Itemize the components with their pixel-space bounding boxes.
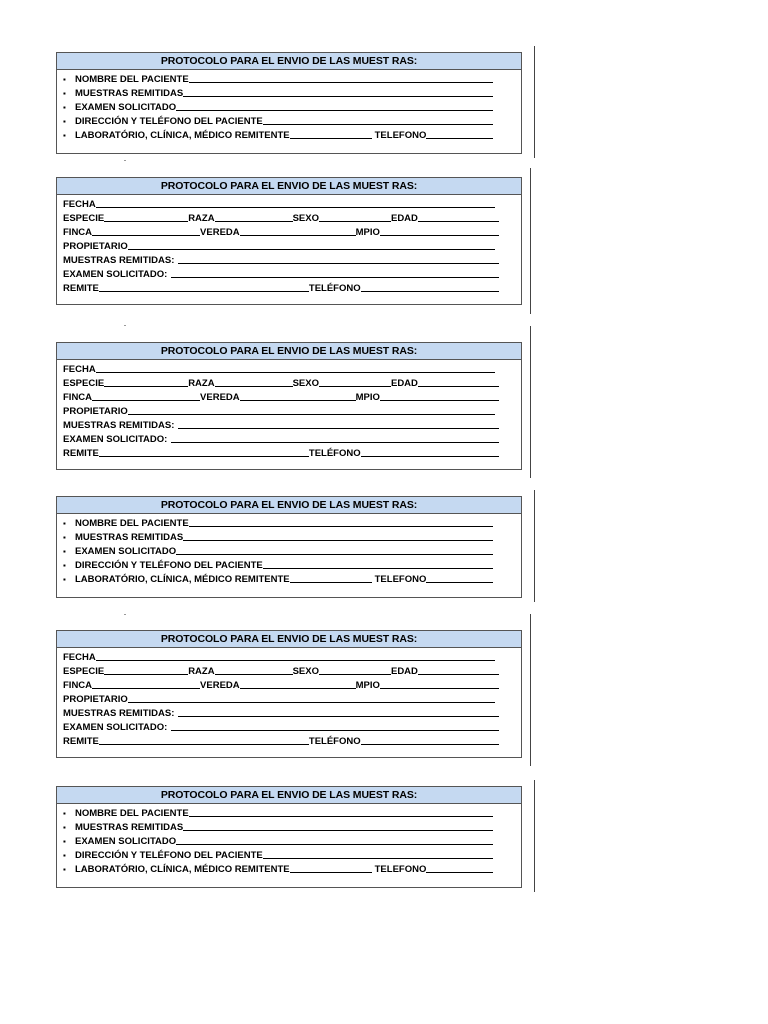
label: FECHA bbox=[63, 199, 96, 210]
field-examen-solicitado[interactable] bbox=[63, 431, 521, 445]
field-direccion-telefono[interactable] bbox=[63, 557, 521, 571]
label: FINCA bbox=[63, 680, 93, 691]
label: ESPECIE bbox=[63, 213, 105, 224]
label: REMITE bbox=[63, 448, 99, 459]
label: MUESTRAS REMITIDAS: bbox=[63, 255, 175, 266]
field-muestras-remitidas[interactable] bbox=[63, 85, 521, 99]
bullet-icon: ▪ bbox=[63, 547, 66, 556]
field-muestras-remitidas[interactable] bbox=[63, 417, 521, 431]
field-examen-solicitado[interactable] bbox=[63, 833, 521, 847]
label: TELEFONO bbox=[374, 574, 427, 585]
field-examen-solicitado[interactable] bbox=[63, 99, 521, 113]
label: LABORATÓRIO, CLÍNICA, MÉDICO REMITENTE bbox=[75, 130, 290, 141]
label: MUESTRAS REMITIDAS bbox=[75, 822, 184, 833]
label: MUESTRAS REMITIDAS: bbox=[63, 420, 175, 431]
protocol-form-animal-1 bbox=[56, 177, 522, 305]
label: TELÉFONO bbox=[308, 736, 361, 747]
field-examen-solicitado[interactable] bbox=[63, 543, 521, 557]
label: FINCA bbox=[63, 392, 93, 403]
field-finca-row[interactable] bbox=[63, 677, 521, 691]
label: EXAMEN SOLICITADO: bbox=[63, 434, 168, 445]
field-propietario[interactable] bbox=[63, 691, 521, 705]
protocol-form-animal-3 bbox=[56, 630, 522, 758]
label: VEREDA bbox=[200, 680, 240, 691]
field-fecha[interactable] bbox=[63, 649, 521, 663]
protocol-form-patient-2 bbox=[56, 496, 522, 598]
field-remite-row[interactable] bbox=[63, 733, 521, 747]
field-direccion-telefono[interactable] bbox=[63, 847, 521, 861]
form-title: PROTOCOLO PARA EL ENVIO DE LAS MUEST RAS: bbox=[57, 343, 521, 360]
bullet-icon: ▪ bbox=[63, 837, 66, 846]
label: SEXO bbox=[292, 378, 319, 389]
label: FECHA bbox=[63, 652, 96, 663]
bullet-icon: ▪ bbox=[63, 89, 66, 98]
form-title: PROTOCOLO PARA EL ENVIO DE LAS MUEST RAS: bbox=[57, 497, 521, 514]
label: PROPIETARIO bbox=[63, 694, 128, 705]
form-title: PROTOCOLO PARA EL ENVIO DE LAS MUEST RAS: bbox=[57, 53, 521, 70]
label: MPIO bbox=[355, 392, 380, 403]
cut-line bbox=[530, 614, 531, 766]
bullet-icon: ▪ bbox=[63, 533, 66, 542]
field-laboratorio-remitente[interactable] bbox=[63, 127, 521, 141]
label: EDAD bbox=[390, 378, 418, 389]
field-muestras-remitidas[interactable] bbox=[63, 819, 521, 833]
label: DIRECCIÓN Y TELÉFONO DEL PACIENTE bbox=[75, 116, 263, 127]
label: RAZA bbox=[188, 213, 215, 224]
field-nombre-paciente[interactable] bbox=[63, 515, 521, 529]
label: VEREDA bbox=[200, 227, 240, 238]
field-examen-solicitado[interactable] bbox=[63, 266, 521, 280]
label: EXAMEN SOLICITADO bbox=[75, 836, 177, 847]
label: EXAMEN SOLICITADO: bbox=[63, 269, 168, 280]
bullet-icon: ▪ bbox=[63, 561, 66, 570]
field-examen-solicitado[interactable] bbox=[63, 719, 521, 733]
label: NOMBRE DEL PACIENTE bbox=[75, 74, 189, 85]
field-laboratorio-remitente[interactable] bbox=[63, 571, 521, 585]
bullet-icon: ▪ bbox=[63, 809, 66, 818]
label: ESPECIE bbox=[63, 378, 105, 389]
label: MUESTRAS REMITIDAS bbox=[75, 88, 184, 99]
form-title: PROTOCOLO PARA EL ENVIO DE LAS MUEST RAS: bbox=[57, 787, 521, 804]
label: REMITE bbox=[63, 283, 99, 294]
bullet-icon: ▪ bbox=[63, 117, 66, 126]
label: ESPECIE bbox=[63, 666, 105, 677]
field-muestras-remitidas[interactable] bbox=[63, 252, 521, 266]
cut-line bbox=[530, 168, 531, 314]
label: NOMBRE DEL PACIENTE bbox=[75, 808, 189, 819]
field-especie-row[interactable] bbox=[63, 663, 521, 677]
bullet-icon: ▪ bbox=[63, 519, 66, 528]
label: EDAD bbox=[390, 213, 418, 224]
bullet-icon: ▪ bbox=[63, 103, 66, 112]
scan-speck bbox=[124, 325, 126, 326]
label: RAZA bbox=[188, 378, 215, 389]
field-especie-row[interactable] bbox=[63, 210, 521, 224]
cut-line bbox=[534, 490, 535, 602]
label: LABORATÓRIO, CLÍNICA, MÉDICO REMITENTE bbox=[75, 864, 290, 875]
label: MPIO bbox=[355, 680, 380, 691]
field-propietario[interactable] bbox=[63, 238, 521, 252]
bullet-icon: ▪ bbox=[63, 75, 66, 84]
label: EXAMEN SOLICITADO bbox=[75, 546, 177, 557]
field-laboratorio-remitente[interactable] bbox=[63, 861, 521, 875]
label: EDAD bbox=[390, 666, 418, 677]
form-title: PROTOCOLO PARA EL ENVIO DE LAS MUEST RAS: bbox=[57, 178, 521, 195]
field-fecha[interactable] bbox=[63, 361, 521, 375]
field-finca-row[interactable] bbox=[63, 224, 521, 238]
label: FINCA bbox=[63, 227, 93, 238]
label: RAZA bbox=[188, 666, 215, 677]
cut-line bbox=[534, 780, 535, 892]
label: EXAMEN SOLICITADO bbox=[75, 102, 177, 113]
label: TELEFONO bbox=[374, 130, 427, 141]
label: MUESTRAS REMITIDAS: bbox=[63, 708, 175, 719]
label: PROPIETARIO bbox=[63, 241, 128, 252]
field-muestras-remitidas[interactable] bbox=[63, 529, 521, 543]
cut-line bbox=[530, 326, 531, 478]
label: DIRECCIÓN Y TELÉFONO DEL PACIENTE bbox=[75, 850, 263, 861]
field-nombre-paciente[interactable] bbox=[63, 71, 521, 85]
label: TELEFONO bbox=[374, 864, 427, 875]
bullet-icon: ▪ bbox=[63, 865, 66, 874]
label: DIRECCIÓN Y TELÉFONO DEL PACIENTE bbox=[75, 560, 263, 571]
label: EXAMEN SOLICITADO: bbox=[63, 722, 168, 733]
scan-speck bbox=[124, 160, 126, 161]
label: VEREDA bbox=[200, 392, 240, 403]
label: PROPIETARIO bbox=[63, 406, 128, 417]
protocol-form-patient-3 bbox=[56, 786, 522, 888]
label: NOMBRE DEL PACIENTE bbox=[75, 518, 189, 529]
field-especie-row[interactable] bbox=[63, 375, 521, 389]
field-nombre-paciente[interactable] bbox=[63, 805, 521, 819]
field-propietario[interactable] bbox=[63, 403, 521, 417]
label: TELÉFONO bbox=[308, 448, 361, 459]
label: FECHA bbox=[63, 364, 96, 375]
label: SEXO bbox=[292, 213, 319, 224]
scan-speck bbox=[124, 614, 126, 615]
bullet-icon: ▪ bbox=[63, 575, 66, 584]
label: TELÉFONO bbox=[308, 283, 361, 294]
form-title: PROTOCOLO PARA EL ENVIO DE LAS MUEST RAS: bbox=[57, 631, 521, 648]
label: SEXO bbox=[292, 666, 319, 677]
field-direccion-telefono[interactable] bbox=[63, 113, 521, 127]
cut-line bbox=[534, 46, 535, 158]
field-fecha[interactable] bbox=[63, 196, 521, 210]
label: REMITE bbox=[63, 736, 99, 747]
field-finca-row[interactable] bbox=[63, 389, 521, 403]
label: MPIO bbox=[355, 227, 380, 238]
field-muestras-remitidas[interactable] bbox=[63, 705, 521, 719]
bullet-icon: ▪ bbox=[63, 851, 66, 860]
bullet-icon: ▪ bbox=[63, 131, 66, 140]
protocol-form-patient-1 bbox=[56, 52, 522, 154]
label: LABORATÓRIO, CLÍNICA, MÉDICO REMITENTE bbox=[75, 574, 290, 585]
field-remite-row[interactable] bbox=[63, 280, 521, 294]
protocol-form-animal-2 bbox=[56, 342, 522, 470]
label: MUESTRAS REMITIDAS bbox=[75, 532, 184, 543]
bullet-icon: ▪ bbox=[63, 823, 66, 832]
field-remite-row[interactable] bbox=[63, 445, 521, 459]
